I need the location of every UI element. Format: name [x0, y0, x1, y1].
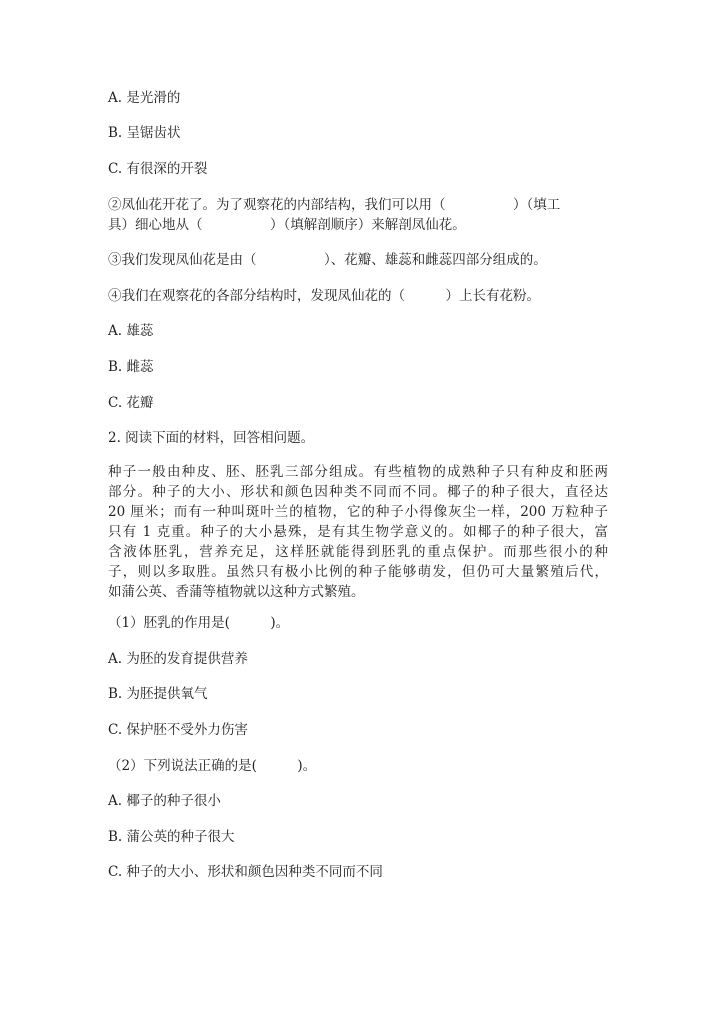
passage-line: 只有 1 克重。种子的大小悬殊，是有其生物学意义的。如椰子的种子很大，富: [108, 524, 608, 540]
sub1-option-a: A. 为胚的发育提供营养: [108, 651, 248, 667]
q4-option-c: C. 花瓣: [108, 395, 154, 411]
section-2-heading: 2. 阅读下面的材料，回答相问题。: [108, 430, 315, 446]
sub1-option-b: B. 为胚提供氧气: [108, 686, 208, 702]
q4-option-b: B. 雌蕊: [108, 359, 154, 375]
option-a: A. 是光滑的: [108, 90, 181, 106]
passage-line: 种子一般由种皮、胚、胚乳三部分组成。有些植物的成熟种子只有种皮和胚两: [108, 464, 608, 480]
passage-line: 20 厘米；而有一种叫斑叶兰的植物，它的种子小得像灰尘一样，200 万粒种子: [108, 504, 608, 520]
passage-line: 含液体胚乳，营养充足，这样胚就能得到胚乳的重点保护。而那些很小的种: [108, 544, 608, 560]
question-4: ④我们在观察花的各部分结构时，发现凤仙花的（ ）上长有花粉。: [108, 288, 540, 304]
question-2-line-1: ②凤仙花开花了。为了观察花的内部结构，我们可以用（ ）（填工: [108, 197, 561, 213]
sub1-option-c: C. 保护胚不受外力伤害: [108, 722, 248, 738]
question-2-line-2: 具）细心地从（ ）（填解剖顺序）来解剖凤仙花。: [108, 217, 466, 233]
option-c: C. 有很深的开裂: [108, 161, 208, 177]
q4-option-a: A. 雄蕊: [108, 323, 154, 339]
sub-question-2: （2）下列说法正确的是( )。: [108, 758, 317, 774]
passage-line: 部分。种子的大小、形状和颜色因种类不同而不同。椰子的种子很大，直径达: [108, 484, 608, 500]
option-b: B. 呈锯齿状: [108, 125, 181, 141]
question-3: ③我们发现凤仙花是由（ ）、花瓣、雄蕊和雌蕊四部分组成的。: [108, 252, 547, 268]
sub2-option-c: C. 种子的大小、形状和颜色因种类不同而不同: [108, 864, 383, 880]
sub2-option-b: B. 蒲公英的种子很大: [108, 829, 235, 845]
passage-line: 子，则以多取胜。虽然只有极小比例的种子能够萌发，但仍可大量繁殖后代，: [108, 564, 608, 580]
sub-question-1: （1）胚乳的作用是( )。: [108, 615, 290, 631]
sub2-option-a: A. 椰子的种子很小: [108, 793, 221, 809]
passage-line: 如蒲公英、香蒲等植物就以这种方式繁殖。: [108, 584, 365, 600]
reading-passage: [108, 462, 608, 602]
